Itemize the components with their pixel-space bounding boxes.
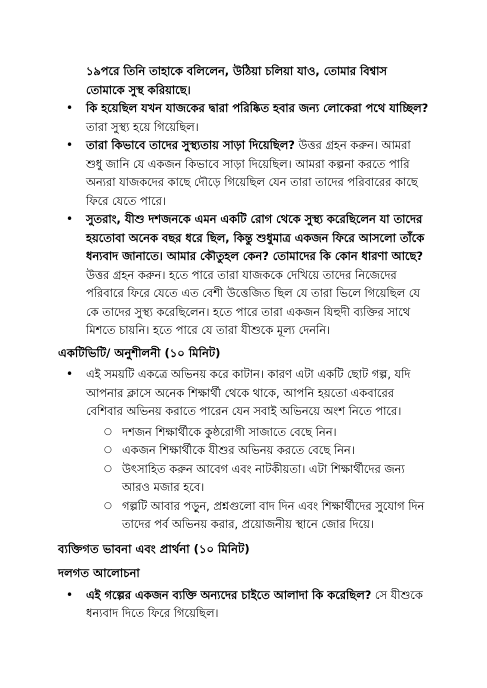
discussion-question-list: [58, 99, 429, 340]
activity-step: ○ একজন শিক্ষার্থীকে যীশুর অভিনয় করতে বেছে নিন।: [86, 441, 429, 460]
list-item: [58, 586, 429, 623]
list-item: [58, 136, 429, 210]
discussion-answer: তারা সুস্থ্য হয়ে গিয়েছিল।: [86, 119, 199, 134]
scripture-continuation: ১৯পরে তিনি তাহাকে বলিলেন, উঠিয়া চলিয়া যাও, তোমার বিশ্বাস তোমাকে সুস্থ করিয়াছে।: [86, 64, 387, 97]
group-question: এই গল্পের একজন ব্যক্তি অন্যদের চাইতে আলাদা কি করেছিল?: [86, 587, 372, 602]
discussion-answer: উত্তর গ্রহন করুন। হতে পারে তারা যাজককে দেখিয়ে তাদের নিজেদের পরিবারে ফিরে যেতে এত বেশী উত্তেজিত ছিল যে তারা ভিলে গিয়েছিল যে কে তাদের সুস্থ্য করেছিলেন। হতে পারে তারা একজন যিহুদী ব্যক্তির সাথে মিশতে চায়নি। হতে পারে যে তারা যীশুকে মূল্য দেননি।: [86, 267, 420, 337]
activity-steps-list: [86, 423, 429, 534]
activity-list: [58, 365, 429, 534]
group-discussion-heading: দলগত আলোচনা: [58, 566, 140, 580]
activity-step: ○ উৎসাহিত করুন আবেগ এবং নাটকীয়তা। এটা শিক্ষার্থীদের জন্য আরও মজার হবে।: [86, 460, 429, 497]
discussion-question: সুতরাং, যীশু দশজনকে এমন একটি রোগ থেকে সুস্থ্য করেছিলেন যা তাদের হয়তোবা অনেক বছর ধরে ছিল, কিন্তু শুধুমাত্র একজন ফিরে আসলো তাঁকে ধন্যবাদ জানাতে। আমার কৌতুহল কেন? তোমাদের কি কোন ধারণা আছে?: [86, 212, 425, 263]
activity-step: ○ গল্পটি আবার পড়ুন, প্রশ্নগুলো বাদ দিন এবং শিক্ষার্থীদের সুযোগ দিন তাদের পর্ব অভিনয় করার, প্রয়োজনীয় স্থানে জোর দিয়ে।: [86, 497, 429, 534]
list-item: [58, 99, 429, 136]
list-item: [58, 365, 429, 534]
group-question-list: [58, 586, 429, 623]
discussion-question: কি হয়েছিল যখন যাজকের দ্বারা পরিষ্কিত হবার জন্য লোকেরা পথে যাচ্ছিল?: [86, 101, 429, 115]
activity-step: ○ দশজন শিক্ষার্থীকে কুষ্ঠরোগী সাজাতে বেছে নিন।: [86, 423, 429, 442]
activity-intro: এই সময়টি একত্রে অভিনয় করে কাটান। কারণ এটা একটি ছোট গল্প, যদি আপনার ক্লাসে অনেক শিক্ষার্থী থেকে থাকে, আপনি হয়তো একবারের বেশিবার অভিনয় করাতে পারেন যেন সবাই অভিনয়ে অংশ নিতে পারে।: [86, 367, 411, 418]
activity-heading: একটিভিটি/ অনুশীলনী (১০ মিনিট): [58, 345, 221, 360]
discussion-answer: উত্তর গ্রহন করুন। আমরা শুধু জানি যে একজন কিভাবে সাড়া দিয়েছিল। আমরা কল্পনা করতে পারি অন্যরা যাজকদের কাছে দৌড়ে গিয়েছিল যেন তারা তাদের পরিবারের কাছে ফিরে যেতে পারে।: [86, 138, 418, 208]
reflection-heading: ব্যক্তিগত ভাবনা এবং প্রার্থনা (১০ মিনিট): [58, 541, 250, 556]
group-answer: সে যীশুকে ধন্যবাদ দিতে ফিরে গিয়েছিল।: [86, 587, 423, 620]
discussion-question: তারা কিভাবে তাদের সুস্থ্যতায় সাড়া দিয়েছিল?: [86, 138, 295, 152]
list-item: [58, 210, 429, 340]
